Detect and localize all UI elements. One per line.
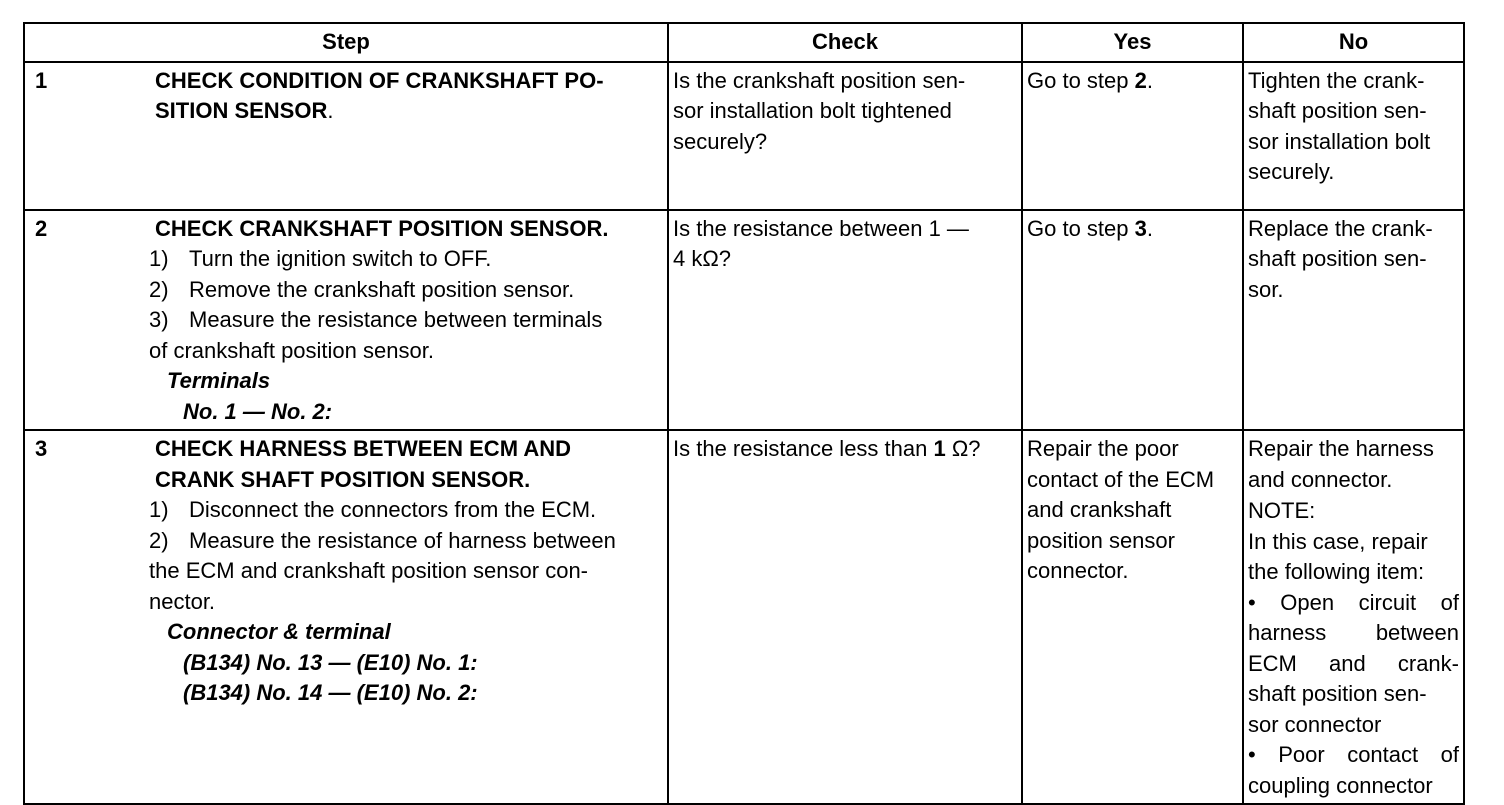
yes-cell <box>1022 430 1243 804</box>
table-row <box>24 210 1464 431</box>
step-procedure <box>29 244 663 427</box>
no-text-line: securely. <box>1248 159 1335 184</box>
step-title: CHECK CONDITION OF CRANKSHAFT PO- <box>155 67 604 93</box>
yes-suffix: . <box>1146 215 1153 241</box>
header-step: Step <box>24 23 668 62</box>
step-title: CHECK CRANKSHAFT POSITION SENSOR. <box>155 215 609 241</box>
terminal-spec: No. 1 — No. 2: <box>183 398 333 424</box>
diagnostic-table <box>23 22 1465 805</box>
check-text-line: Is the resistance between 1 — <box>673 215 969 241</box>
procedure-continuation: the ECM and crankshaft position sensor con- <box>149 558 589 583</box>
bullet-item-line: ECM and crank- <box>1248 650 1459 676</box>
check-cell <box>668 430 1022 804</box>
connector-spec: (B134) No. 13 — (E10) No. 1: <box>183 649 478 675</box>
bullet-item-line: shaft position sen- <box>1248 681 1427 706</box>
no-text-line: Replace the crank- <box>1248 215 1433 241</box>
check-text: Is the resistance less than <box>673 436 934 461</box>
check-unit: Ω? <box>945 436 981 461</box>
procedure-item: 1) Disconnect the connectors from the ECM. <box>149 497 597 522</box>
bullet-item: • Poor contact of <box>1248 742 1459 767</box>
bullet-item: • Open circuit of <box>1248 589 1459 615</box>
header-no: No <box>1243 23 1464 62</box>
procedure-item: 1) Turn the ignition switch to OFF. <box>149 246 492 271</box>
step-title: CHECK HARNESS BETWEEN ECM AND <box>155 436 571 461</box>
check-value: 1 <box>933 436 946 461</box>
step-title-line2: SITION SENSOR. <box>155 98 334 123</box>
bullet-item-line: coupling connector <box>1248 772 1433 798</box>
step-cell <box>24 210 668 431</box>
no-text-line: shaft position sen- <box>1248 246 1427 271</box>
no-text-line: Repair the harness <box>1248 436 1434 461</box>
check-cell <box>668 210 1022 431</box>
yes-cell <box>1022 210 1243 431</box>
header-yes: Yes <box>1022 23 1243 62</box>
procedure-continuation: of crankshaft position sensor. <box>149 337 434 363</box>
terminals-label: Terminals <box>167 368 271 393</box>
procedure-item: 2) Measure the resistance of harness between <box>149 527 616 553</box>
no-cell <box>1243 210 1464 431</box>
step-number: 3 <box>35 436 48 461</box>
step-cell <box>24 430 668 804</box>
procedure-item: 3) Measure the resistance between terminals <box>149 307 603 332</box>
yes-text: Go to step <box>1027 215 1135 241</box>
procedure-continuation: nector. <box>149 588 216 614</box>
check-cell <box>668 62 1022 210</box>
yes-text-line: contact of the ECM <box>1027 466 1215 492</box>
step-number: 1 <box>35 67 48 93</box>
step-number: 2 <box>35 215 48 241</box>
yes-step-link: 2 <box>1134 67 1147 93</box>
note-text-line: In this case, repair <box>1248 528 1428 554</box>
yes-text-line: position sensor <box>1027 527 1175 553</box>
step-cell <box>24 62 668 210</box>
step-title-line2: CRANK SHAFT POSITION SENSOR. <box>155 466 531 492</box>
check-text-line: Is the crankshaft position sen- <box>673 67 966 93</box>
yes-text-line: and crankshaft <box>1027 497 1172 522</box>
no-text-line: and connector. <box>1248 466 1393 492</box>
bullet-item-line: harness between <box>1248 620 1459 645</box>
check-text-line: securely? <box>673 128 768 154</box>
bullet-item-line: sor connector <box>1248 711 1382 737</box>
table-header-row <box>24 23 1464 62</box>
yes-text: Go to step <box>1027 67 1135 93</box>
procedure-item: 2) Remove the crankshaft position sensor. <box>149 276 575 302</box>
yes-text-line: Repair the poor <box>1027 436 1179 461</box>
connector-spec: (B134) No. 14 — (E10) No. 2: <box>183 680 478 705</box>
yes-cell <box>1022 62 1243 210</box>
step-procedure <box>29 495 663 709</box>
yes-suffix: . <box>1146 67 1153 93</box>
yes-text-line: connector. <box>1027 558 1129 583</box>
yes-step-link: 3 <box>1134 215 1147 241</box>
table-row <box>24 62 1464 210</box>
no-text-line: Tighten the crank- <box>1248 67 1425 93</box>
no-cell <box>1243 430 1464 804</box>
header-check: Check <box>668 23 1022 62</box>
note-label: NOTE: <box>1248 498 1316 523</box>
table-row <box>24 430 1464 804</box>
no-text-line: shaft position sen- <box>1248 98 1427 123</box>
connector-terminal-label: Connector & terminal <box>167 619 391 644</box>
note-text-line: the following item: <box>1248 559 1425 584</box>
check-text-line: sor installation bolt tightened <box>673 98 952 123</box>
no-text-line: sor installation bolt <box>1248 128 1431 154</box>
no-cell <box>1243 62 1464 210</box>
check-text-line: 4 kΩ? <box>673 246 732 271</box>
no-text-line: sor. <box>1248 276 1284 302</box>
